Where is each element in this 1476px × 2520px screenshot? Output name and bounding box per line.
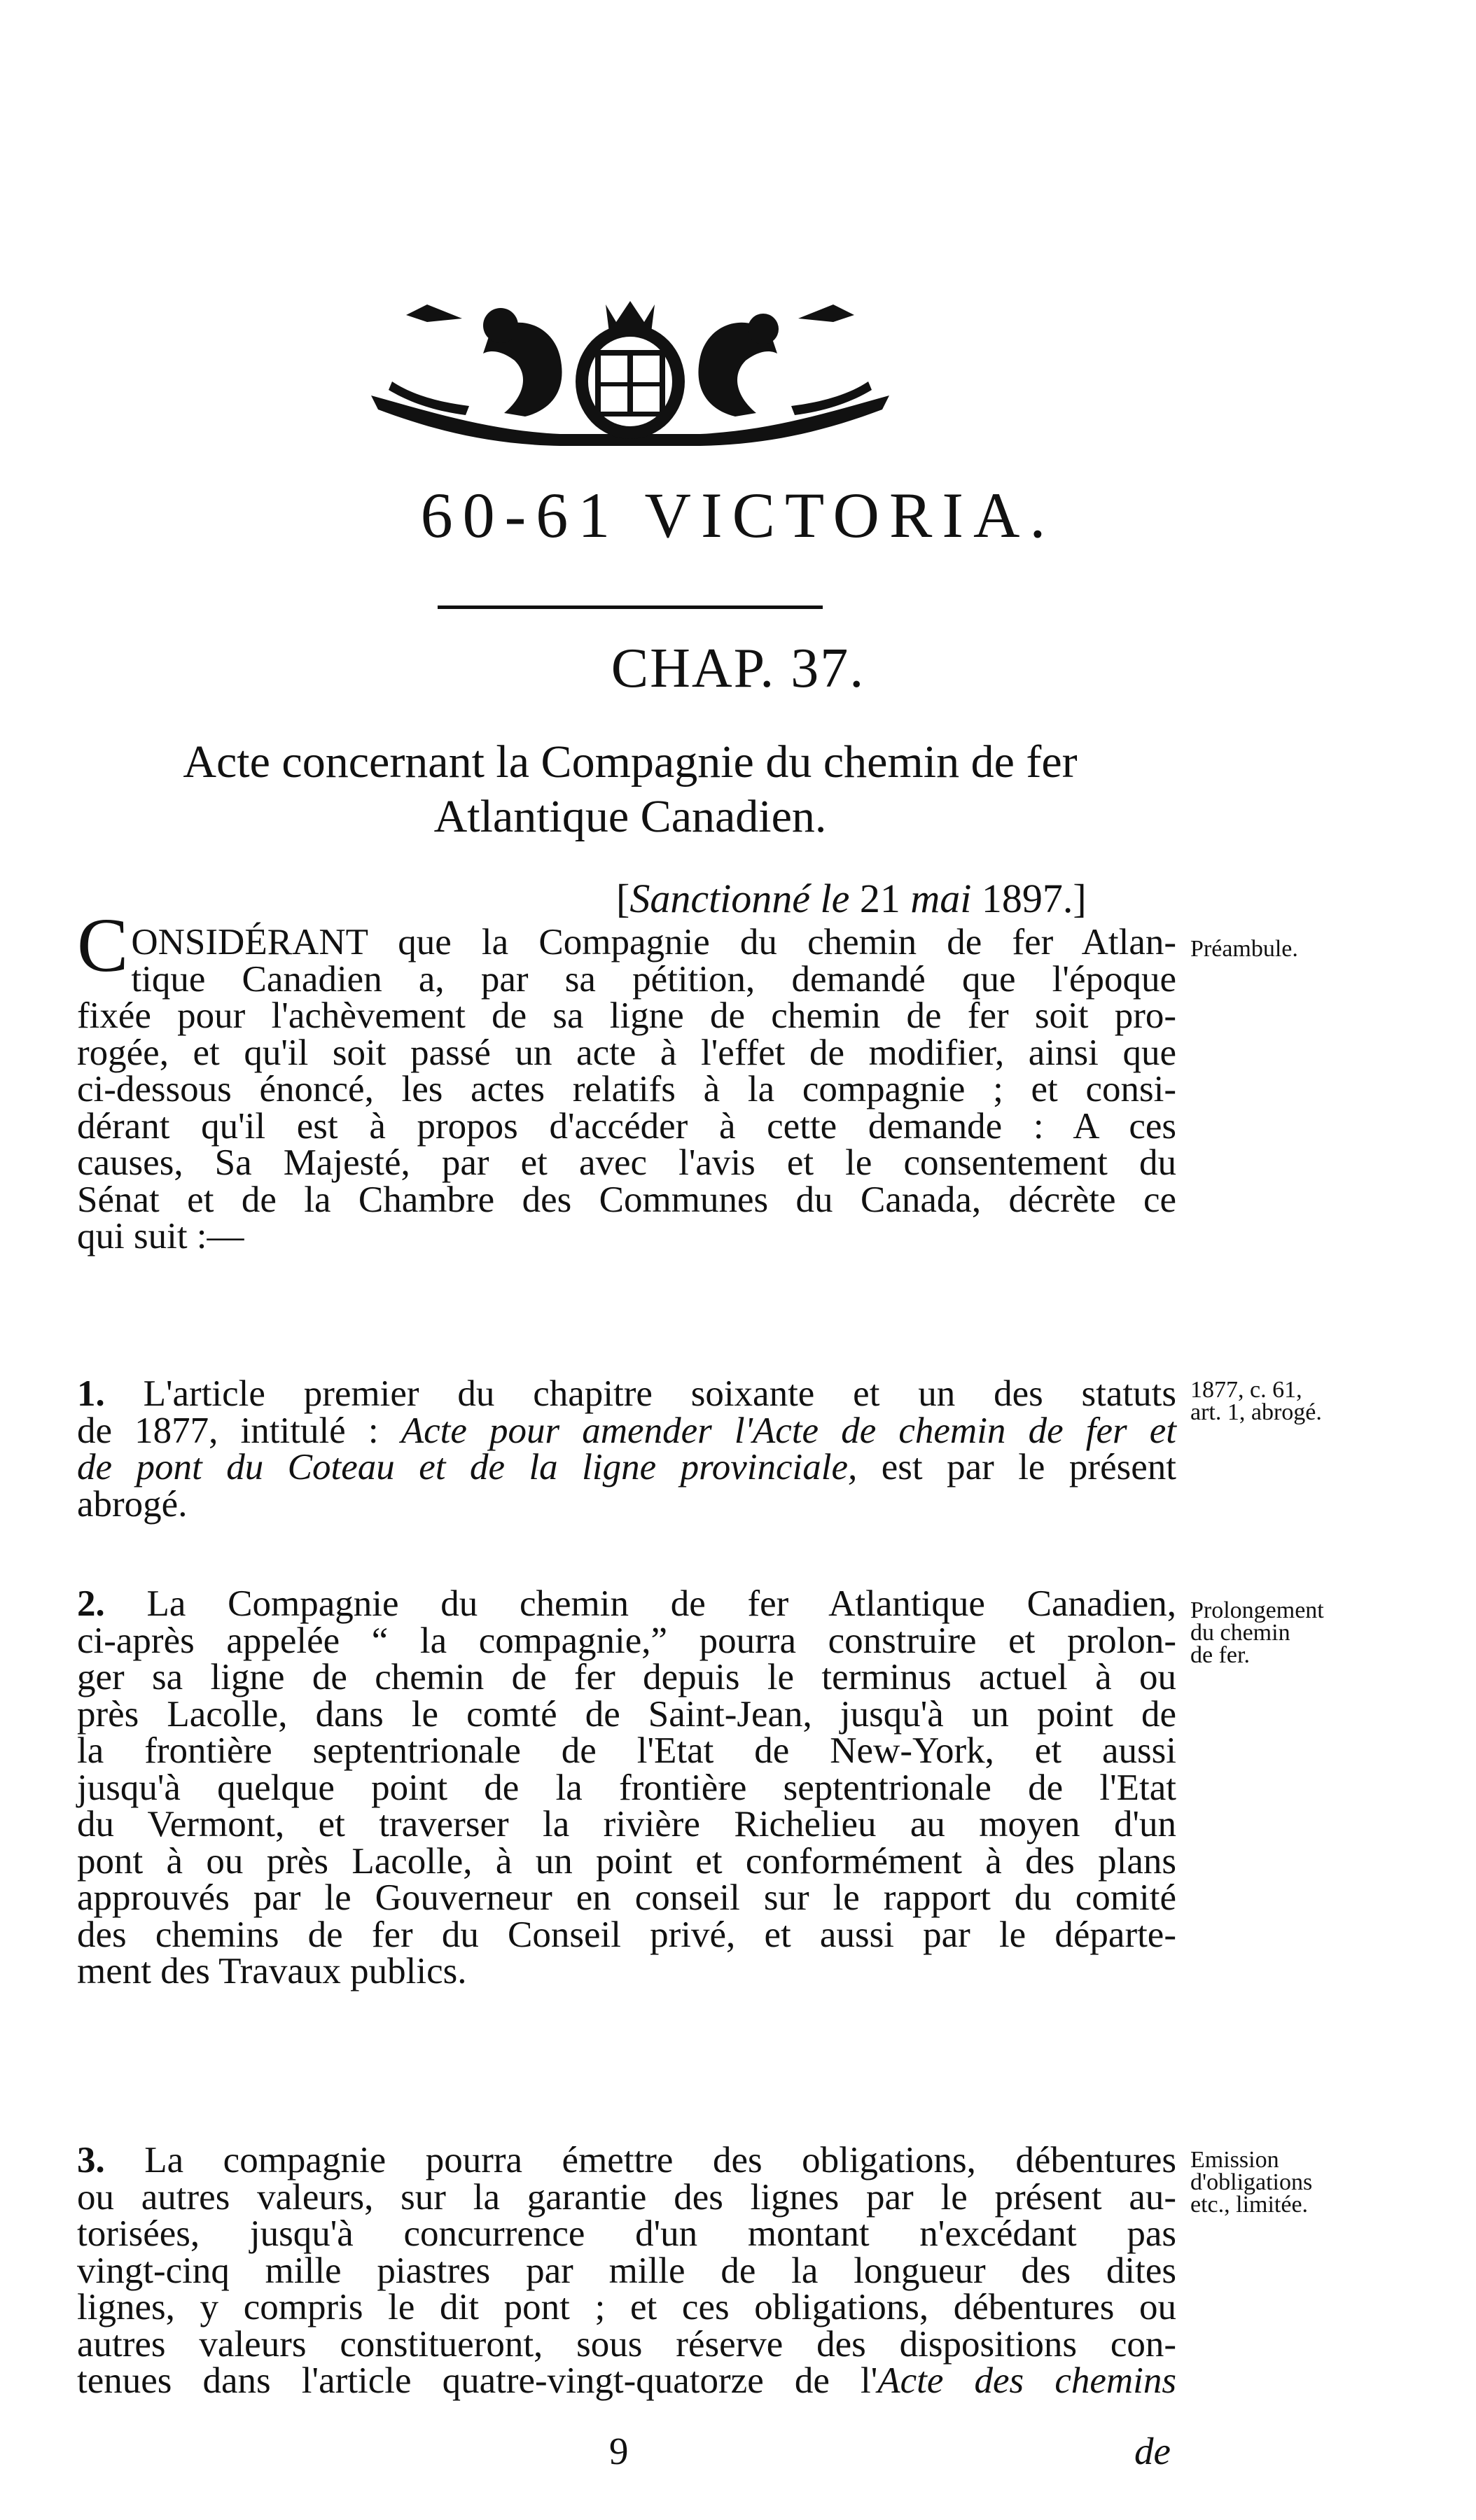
margin-note-text: du chemin [1190, 1620, 1290, 1646]
section-3-text: tenues dans l'article quatre-vingt-quatorze de l' [77, 2360, 878, 2401]
heading-rule [438, 606, 823, 609]
drop-cap: C [77, 902, 129, 988]
section-1-text: de 1877, intitulé : [77, 1410, 401, 1451]
margin-note-text: de fer. [1190, 1642, 1250, 1668]
section-3-line: vingt-cinq mille piastres par mille de la longueur des dites [77, 2250, 1176, 2291]
chapter-heading: CHAP. 37. [611, 638, 865, 699]
section-3-line [77, 2142, 1176, 2179]
margin-note-text: etc., limitée. [1190, 2192, 1309, 2218]
section-2-line: pont à ou près Lacolle, à un point et conformément à des plans [77, 1840, 1176, 1882]
margin-note-text: Emission [1190, 2147, 1279, 2173]
section-2-line: ci-après appelée “ la compagnie,” pourra construire et prolon- [77, 1620, 1176, 1661]
preamble-line: fixée pour l'achèvement de sa ligne de chemin de fer soit pro- [77, 995, 1176, 1036]
section-3 [77, 2142, 1176, 2400]
sanction-day: 21 [859, 876, 900, 921]
section-1 [77, 1373, 1177, 1525]
preamble-line: rogée, et qu'il soit passé un acte à l'effet de modifier, ainsi que [77, 1032, 1176, 1073]
section-3-line [77, 2362, 1176, 2400]
section-3-line: ou autres valeurs, sur la garantie des lignes par le présent au- [77, 2176, 1176, 2218]
preamble-line: ONSIDÉRANT que la Compagnie du chemin de fer Atlan- [131, 922, 1176, 962]
act-title-line: Acte concernant la Compagnie du chemin de fer [183, 736, 1078, 788]
section-1-line [77, 1449, 1176, 1486]
margin-note-preamble [1190, 938, 1400, 960]
catchword: de [1134, 2430, 1171, 2472]
section-2-line: ment des Travaux publics. [77, 1951, 467, 1991]
section-2-line [77, 1583, 1176, 1624]
section-2-line: la frontière septentrionale de l'Etat de New-York, et aussi [77, 1730, 1176, 1771]
margin-note-text: art. 1, abrogé. [1190, 1399, 1322, 1425]
cited-act-title: Acte pour amender l'Acte de chemin de fer et [401, 1410, 1176, 1451]
section-number: 2. [77, 1583, 105, 1624]
sanction-year: 1897.] [981, 876, 1087, 921]
regnal-year-heading: 60-61 VICTORIA. [420, 479, 1056, 551]
section-2-line: des chemins de fer du Conseil privé, et aussi par le départe- [77, 1914, 1176, 1955]
section-1-text: est par le présent [857, 1447, 1176, 1488]
section-2-line: ger sa ligne de chemin de fer depuis le terminus actuel à ou [77, 1657, 1176, 1698]
preamble-line: dérant qu'il est à propos d'accéder à cette demande : A ces [77, 1105, 1176, 1147]
assent-date [616, 878, 1176, 919]
section-1-line [77, 1373, 1177, 1414]
act-title-line: Atlantique Canadien. [433, 791, 827, 842]
section-2 [77, 1583, 1176, 1991]
sanction-word: Sanctionné [629, 876, 811, 921]
royal-coat-of-arms-emblem [350, 290, 910, 448]
act-title [105, 735, 1155, 844]
section-2-line: approuvés par le Gouverneur en conseil sur le rapport du comité [77, 1877, 1176, 1918]
preamble-line: tique Canadien a, par sa pétition, demandé que l'époque [131, 958, 1176, 1000]
section-1-text: L'article premier du chapitre soixante et un des statuts [143, 1373, 1177, 1414]
preamble-line: causes, Sa Majesté, par et avec l'avis et le consentement du [77, 1142, 1176, 1183]
section-3-line: torisées, jusqu'à concurrence d'un montant n'excédant pas [77, 2213, 1176, 2254]
section-1-line [77, 1410, 1176, 1451]
cited-act-title: Acte des chemins [877, 2360, 1176, 2401]
margin-note-section-3 [1190, 2149, 1400, 2216]
preamble-paragraph [77, 902, 1176, 1256]
section-3-line: lignes, y compris le dit pont ; et ces obligations, débentures ou [77, 2287, 1176, 2328]
section-2-text: La Compagnie du chemin de fer Atlantique Canadien, [146, 1583, 1176, 1624]
preamble-line: qui suit :— [77, 1216, 244, 1256]
section-2-line: près Lacolle, dans le comté de Saint-Jean, jusqu'à un point de [77, 1693, 1176, 1735]
preamble-line: Sénat et de la Chambre des Communes du Canada, décrète ce [77, 1179, 1176, 1220]
sanction-le: le [820, 876, 850, 921]
margin-note-section-1 [1190, 1379, 1400, 1424]
margin-note-text: Préambule. [1190, 936, 1298, 962]
section-2-line: jusqu'à quelque point de la frontière septentrionale de l'Etat [77, 1767, 1176, 1808]
section-3-line: autres valeurs constitueront, sous réserve des dispositions con- [77, 2323, 1176, 2365]
page-number: 9 [609, 2430, 629, 2472]
margin-note-text: d'obligations [1190, 2169, 1313, 2195]
cited-act-title: de pont du Coteau et de la ligne provinciale, [77, 1447, 858, 1488]
section-number: 3. [77, 2140, 105, 2180]
sanction-month: mai [910, 876, 972, 921]
margin-note-text: 1877, c. 61, [1190, 1377, 1302, 1403]
preamble-line: ci-dessous énoncé, les actes relatifs à la compagnie ; et consi- [77, 1069, 1176, 1110]
section-2-line: du Vermont, et traverser la rivière Richelieu au moyen d'un [77, 1804, 1176, 1844]
section-number: 1. [77, 1373, 105, 1414]
section-3-text: La compagnie pourra émettre des obligations, débentures [144, 2140, 1176, 2180]
margin-note-text: Prolongement [1190, 1597, 1324, 1623]
section-1-line: abrogé. [77, 1483, 188, 1525]
bracket-open: [ [616, 876, 630, 921]
margin-note-section-2 [1190, 1597, 1400, 1668]
